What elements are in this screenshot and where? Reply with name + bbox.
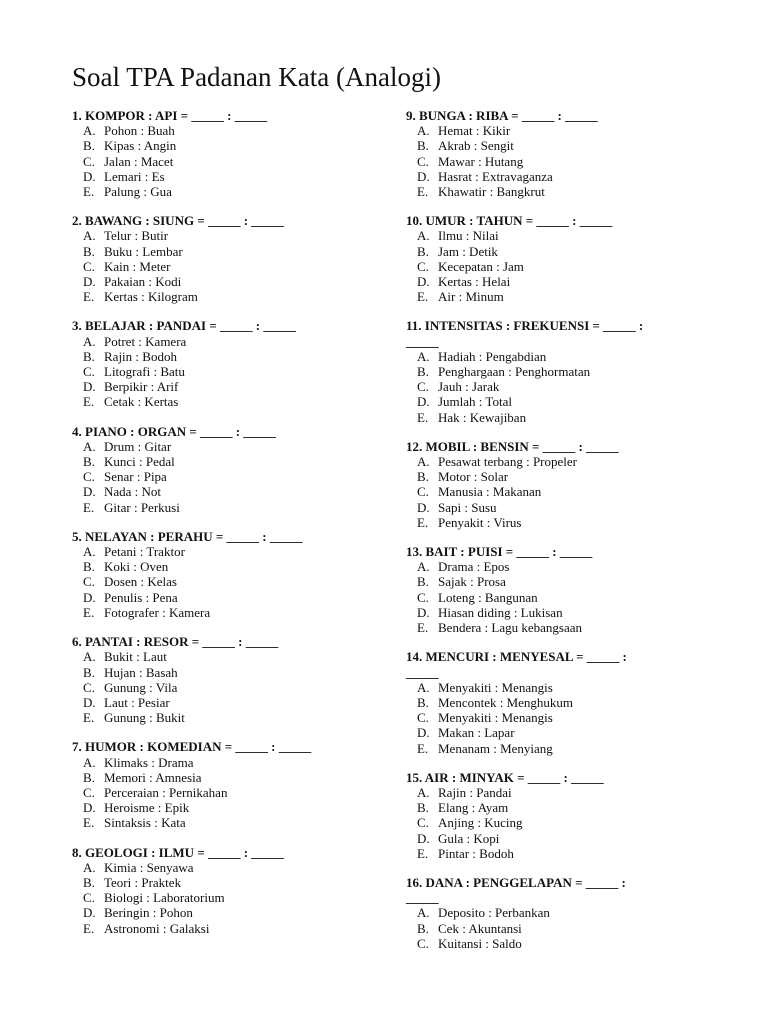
option-text: Telur : Butir [104, 228, 169, 244]
option-text: Jumlah : Total [438, 394, 512, 410]
option-text: Loteng : Bangunan [438, 589, 538, 605]
answer-option [406, 741, 706, 756]
answer-option [406, 244, 706, 259]
answer-options [72, 334, 392, 410]
question-text: 13. BAIT : PUISI = _____ : _____ [406, 544, 593, 560]
option-letter: E. [83, 710, 95, 726]
question-text: 1. KOMPOR : API = _____ : _____ [72, 108, 268, 123]
option-text: Dosen : Kelas [104, 574, 177, 590]
answer-option [406, 559, 706, 574]
option-letter: B. [83, 243, 95, 259]
option-letter: C. [83, 364, 95, 380]
answer-option [72, 469, 392, 484]
option-text: Cek : Akuntansi [438, 920, 522, 936]
answer-option [72, 605, 392, 620]
left-column [72, 108, 392, 950]
question-block [406, 875, 706, 951]
option-text: Hujan : Basah [104, 664, 178, 680]
answer-option [406, 259, 706, 274]
option-letter: B. [417, 138, 429, 154]
option-letter: C. [417, 935, 429, 951]
option-letter: D. [83, 905, 96, 921]
answer-options [406, 228, 706, 304]
answer-option [406, 831, 706, 846]
option-letter: A. [417, 454, 430, 470]
option-text: Laut : Pesiar [104, 694, 170, 710]
option-text: Kunci : Pedal [104, 454, 175, 470]
option-letter: C. [417, 258, 429, 274]
question-text: 8. GEOLOGI : ILMU = _____ : _____ [72, 844, 284, 860]
option-letter: D. [83, 800, 96, 816]
option-letter: D. [83, 589, 96, 605]
option-letter: D. [417, 274, 430, 290]
question-block [72, 213, 392, 304]
answer-option [72, 484, 392, 499]
answer-option [406, 274, 706, 289]
option-text: Gunung : Bukit [104, 710, 185, 726]
option-letter: B. [83, 454, 95, 470]
option-text: Drama : Epos [438, 559, 510, 575]
option-letter: B. [417, 800, 429, 816]
question-block [406, 770, 706, 861]
answer-option [406, 394, 706, 409]
question-text: 14. MENCURI : MENYESAL = _____ : _____ [406, 649, 627, 680]
option-letter: C. [83, 469, 95, 485]
answer-option [72, 439, 392, 454]
question-block [72, 318, 392, 409]
option-text: Palung : Gua [104, 184, 172, 200]
option-text: Menanam : Menyiang [438, 740, 553, 756]
answer-option [406, 800, 706, 815]
option-letter: D. [417, 168, 430, 184]
option-text: Bendera : Lagu kebangsaan [438, 620, 583, 636]
option-text: Makan : Lapar [438, 725, 515, 741]
answer-option [406, 921, 706, 936]
answer-option [406, 605, 706, 620]
question-text: 7. HUMOR : KOMEDIAN = _____ : _____ [72, 739, 312, 755]
option-letter: B. [417, 469, 429, 485]
option-letter: E. [83, 184, 95, 200]
answer-option [72, 695, 392, 710]
answer-options [406, 123, 706, 199]
answer-options [72, 649, 392, 725]
option-letter: A. [83, 228, 96, 244]
option-letter: A. [83, 754, 96, 770]
option-letter: B. [83, 874, 95, 890]
option-letter: B. [83, 138, 95, 154]
option-letter: A. [417, 559, 430, 575]
option-text: Pakaian : Kodi [104, 274, 182, 290]
option-letter: E. [417, 289, 429, 305]
question-block [72, 845, 392, 936]
answer-option [72, 259, 392, 274]
answer-options [406, 454, 706, 530]
option-text: Kain : Meter [104, 258, 171, 274]
answer-option [406, 905, 706, 920]
option-letter: A. [417, 228, 430, 244]
option-letter: D. [417, 394, 430, 410]
option-text: Penyakit : Virus [438, 514, 522, 530]
option-text: Sapi : Susu [438, 499, 497, 515]
question-block [406, 544, 706, 635]
option-text: Gunung : Vila [104, 679, 178, 695]
question-text: 16. DANA : PENGGELAPAN = _____ : _____ [406, 874, 626, 906]
answer-option [72, 364, 392, 379]
option-text: Cetak : Kertas [104, 394, 179, 410]
option-text: Beringin : Pohon [104, 905, 193, 921]
option-letter: C. [83, 258, 95, 274]
answer-option [406, 574, 706, 589]
option-letter: D. [417, 725, 430, 741]
answer-option [72, 169, 392, 184]
answer-option [406, 228, 706, 243]
question-text: 3. BELAJAR : PANDAI = _____ : _____ [72, 318, 296, 334]
option-letter: A. [83, 333, 96, 349]
option-letter: E. [83, 499, 95, 515]
answer-option [406, 169, 706, 184]
answer-option [72, 875, 392, 890]
question-text: 4. PIANO : ORGAN = _____ : _____ [72, 423, 276, 439]
question-block [406, 318, 706, 424]
option-text: Heroisme : Epik [104, 800, 190, 816]
option-letter: A. [83, 649, 96, 665]
option-text: Kuitansi : Saldo [438, 935, 522, 951]
answer-option [406, 846, 706, 861]
option-letter: A. [83, 544, 96, 560]
option-text: Khawatir : Bangkrut [438, 184, 545, 200]
option-letter: B. [83, 769, 95, 785]
answer-option [72, 590, 392, 605]
option-text: Manusia : Makanan [438, 484, 542, 500]
option-text: Gula : Kopi [438, 830, 500, 846]
answer-option [72, 770, 392, 785]
option-letter: B. [83, 348, 95, 364]
answer-option [72, 244, 392, 259]
answer-options [72, 123, 392, 199]
option-letter: B. [417, 574, 429, 590]
option-letter: D. [417, 499, 430, 515]
option-letter: C. [83, 890, 95, 906]
option-text: Teori : Praktek [104, 874, 182, 890]
option-text: Pintar : Bodoh [438, 845, 514, 861]
answer-option [72, 349, 392, 364]
option-text: Kertas : Kilogram [104, 289, 198, 305]
option-text: Hiasan diding : Lukisan [438, 604, 563, 620]
answer-option [406, 815, 706, 830]
option-text: Perceraian : Pernikahan [104, 784, 228, 800]
answer-option [72, 665, 392, 680]
answer-option [72, 800, 392, 815]
answer-option [72, 154, 392, 169]
option-text: Astronomi : Galaksi [104, 920, 210, 936]
answer-option [72, 394, 392, 409]
answer-option [72, 544, 392, 559]
answer-option [406, 469, 706, 484]
option-text: Mencontek : Menghukum [438, 694, 574, 710]
option-text: Air : Minum [438, 289, 504, 305]
option-letter: E. [417, 409, 429, 425]
option-text: Rajin : Bodoh [104, 348, 177, 364]
option-letter: B. [417, 364, 429, 380]
answer-options [406, 905, 706, 951]
question-text: 12. MOBIL : BENSIN = _____ : _____ [406, 438, 619, 454]
answer-option [406, 364, 706, 379]
answer-options [72, 860, 392, 936]
option-text: Hemat : Kikir [438, 123, 511, 139]
option-text: Senar : Pipa [104, 469, 167, 485]
option-text: Berpikir : Arif [104, 379, 179, 395]
answer-option [72, 860, 392, 875]
option-text: Rajin : Pandai [438, 784, 512, 800]
answer-option [406, 710, 706, 725]
option-letter: A. [417, 679, 430, 695]
answer-option [406, 515, 706, 530]
answer-option [72, 680, 392, 695]
option-letter: A. [417, 784, 430, 800]
option-text: Pesawat terbang : Propeler [438, 454, 577, 470]
option-letter: C. [417, 484, 429, 500]
option-letter: D. [83, 274, 96, 290]
answer-option [406, 500, 706, 515]
question-block [72, 529, 392, 620]
question-text: 9. BUNGA : RIBA = _____ : _____ [406, 108, 598, 123]
option-letter: B. [83, 664, 95, 680]
answer-options [72, 755, 392, 831]
question-block [72, 634, 392, 725]
question-block [406, 213, 706, 304]
option-text: Hasrat : Extravaganza [438, 168, 553, 184]
option-text: Kimia : Senyawa [104, 859, 194, 875]
answer-option [406, 154, 706, 169]
option-text: Deposito : Perbankan [438, 905, 550, 921]
option-text: Sintaksis : Kata [104, 815, 186, 831]
option-text: Buku : Lembar [104, 243, 183, 259]
question-block [406, 439, 706, 530]
answer-option [72, 710, 392, 725]
answer-option [406, 410, 706, 425]
option-letter: A. [83, 438, 96, 454]
option-text: Potret : Kamera [104, 333, 187, 349]
option-text: Jam : Detik [438, 243, 498, 259]
answer-option [72, 184, 392, 199]
answer-option [72, 815, 392, 830]
answer-options [406, 349, 706, 425]
option-letter: A. [83, 859, 96, 875]
answer-option [72, 289, 392, 304]
option-text: Penghargaan : Penghormatan [438, 364, 591, 380]
option-text: Penulis : Pena [104, 589, 178, 605]
answer-options [406, 680, 706, 756]
option-text: Fotografer : Kamera [104, 604, 211, 620]
option-text: Anjing : Kucing [438, 815, 523, 831]
answer-option [406, 695, 706, 710]
option-letter: D. [83, 168, 96, 184]
option-text: Sajak : Prosa [438, 574, 506, 590]
right-column [406, 108, 706, 965]
answer-option [72, 500, 392, 515]
option-letter: D. [417, 604, 430, 620]
answer-option [406, 725, 706, 740]
option-text: Menyakiti : Menangis [438, 710, 553, 726]
option-letter: E. [83, 920, 95, 936]
answer-option [406, 289, 706, 304]
option-letter: C. [417, 589, 429, 605]
option-letter: C. [417, 379, 429, 395]
answer-option [72, 921, 392, 936]
question-block [406, 108, 706, 199]
answer-option [72, 334, 392, 349]
option-text: Lemari : Es [104, 168, 165, 184]
option-letter: A. [83, 123, 96, 139]
option-text: Kipas : Angin [104, 138, 177, 154]
answer-option [406, 680, 706, 695]
option-letter: E. [83, 289, 95, 305]
answer-option [72, 454, 392, 469]
answer-options [406, 559, 706, 635]
option-text: Ilmu : Nilai [438, 228, 499, 244]
answer-option [72, 649, 392, 664]
answer-options [72, 544, 392, 620]
question-block [72, 108, 392, 199]
option-letter: C. [417, 153, 429, 169]
answer-option [406, 379, 706, 394]
answer-option [72, 228, 392, 243]
option-text: Elang : Ayam [438, 800, 509, 816]
option-letter: B. [417, 694, 429, 710]
option-text: Mawar : Hutang [438, 153, 524, 169]
option-text: Menyakiti : Menangis [438, 679, 553, 695]
option-letter: E. [83, 815, 95, 831]
answer-options [72, 439, 392, 515]
option-text: Klimaks : Drama [104, 754, 194, 770]
question-text: 11. INTENSITAS : FREKUENSI = _____ : _____ [406, 318, 644, 349]
option-text: Kecepatan : Jam [438, 258, 524, 274]
option-letter: C. [83, 784, 95, 800]
option-letter: C. [83, 574, 95, 590]
answer-option [72, 890, 392, 905]
option-letter: A. [417, 905, 430, 921]
answer-option [406, 785, 706, 800]
option-letter: E. [83, 394, 95, 410]
answer-option [72, 574, 392, 589]
page-title: Soal TPA Padanan Kata (Analogi) [72, 62, 441, 92]
option-text: Kertas : Helai [438, 274, 511, 290]
answer-option [72, 905, 392, 920]
option-letter: E. [417, 620, 429, 636]
answer-options [406, 785, 706, 861]
answer-option [406, 454, 706, 469]
option-text: Bukit : Laut [104, 649, 167, 665]
option-letter: E. [417, 845, 429, 861]
option-letter: D. [83, 379, 96, 395]
answer-option [72, 379, 392, 394]
option-text: Akrab : Sengit [438, 138, 514, 154]
answer-option [406, 123, 706, 138]
question-text: 15. AIR : MINYAK = _____ : _____ [406, 769, 604, 785]
option-letter: B. [417, 920, 429, 936]
option-letter: D. [417, 830, 430, 846]
answer-option [72, 123, 392, 138]
option-letter: C. [83, 679, 95, 695]
question-text: 2. BAWANG : SIUNG = _____ : _____ [72, 213, 284, 229]
option-text: Pohon : Buah [104, 123, 175, 139]
answer-option [406, 184, 706, 199]
answer-option [72, 559, 392, 574]
option-letter: D. [83, 484, 96, 500]
question-block [72, 424, 392, 515]
option-text: Gitar : Perkusi [104, 499, 180, 515]
option-text: Nada : Not [104, 484, 162, 500]
option-letter: B. [83, 559, 95, 575]
option-text: Jalan : Macet [104, 153, 174, 169]
answer-option [406, 936, 706, 951]
question-text: 5. NELAYAN : PERAHU = _____ : _____ [72, 528, 303, 544]
option-letter: E. [417, 514, 429, 530]
question-block [406, 649, 706, 755]
answer-option [72, 274, 392, 289]
answer-option [406, 620, 706, 635]
answer-option [406, 349, 706, 364]
question-text: 6. PANTAI : RESOR = _____ : _____ [72, 634, 279, 650]
question-block [72, 739, 392, 830]
answer-option [406, 484, 706, 499]
option-text: Litografi : Batu [104, 364, 185, 380]
option-text: Memori : Amnesia [104, 769, 202, 785]
question-text: 10. UMUR : TAHUN = _____ : _____ [406, 213, 613, 229]
option-text: Biologi : Laboratorium [104, 890, 225, 906]
option-letter: E. [417, 740, 429, 756]
option-text: Koki : Oven [104, 559, 169, 575]
answer-option [72, 785, 392, 800]
option-letter: C. [83, 153, 95, 169]
option-letter: C. [417, 710, 429, 726]
option-text: Hadiah : Pengabdian [438, 348, 547, 364]
option-letter: D. [83, 694, 96, 710]
option-letter: E. [83, 604, 95, 620]
answer-option [406, 590, 706, 605]
option-text: Drum : Gitar [104, 438, 172, 454]
option-text: Jauh : Jarak [438, 379, 500, 395]
option-text: Motor : Solar [438, 469, 509, 485]
answer-options [72, 228, 392, 304]
option-letter: C. [417, 815, 429, 831]
option-letter: E. [417, 184, 429, 200]
option-letter: A. [417, 348, 430, 364]
option-letter: B. [417, 243, 429, 259]
option-text: Hak : Kewajiban [438, 409, 527, 425]
option-letter: A. [417, 123, 430, 139]
answer-option [406, 138, 706, 153]
answer-option [72, 755, 392, 770]
answer-option [72, 138, 392, 153]
option-text: Petani : Traktor [104, 544, 185, 560]
